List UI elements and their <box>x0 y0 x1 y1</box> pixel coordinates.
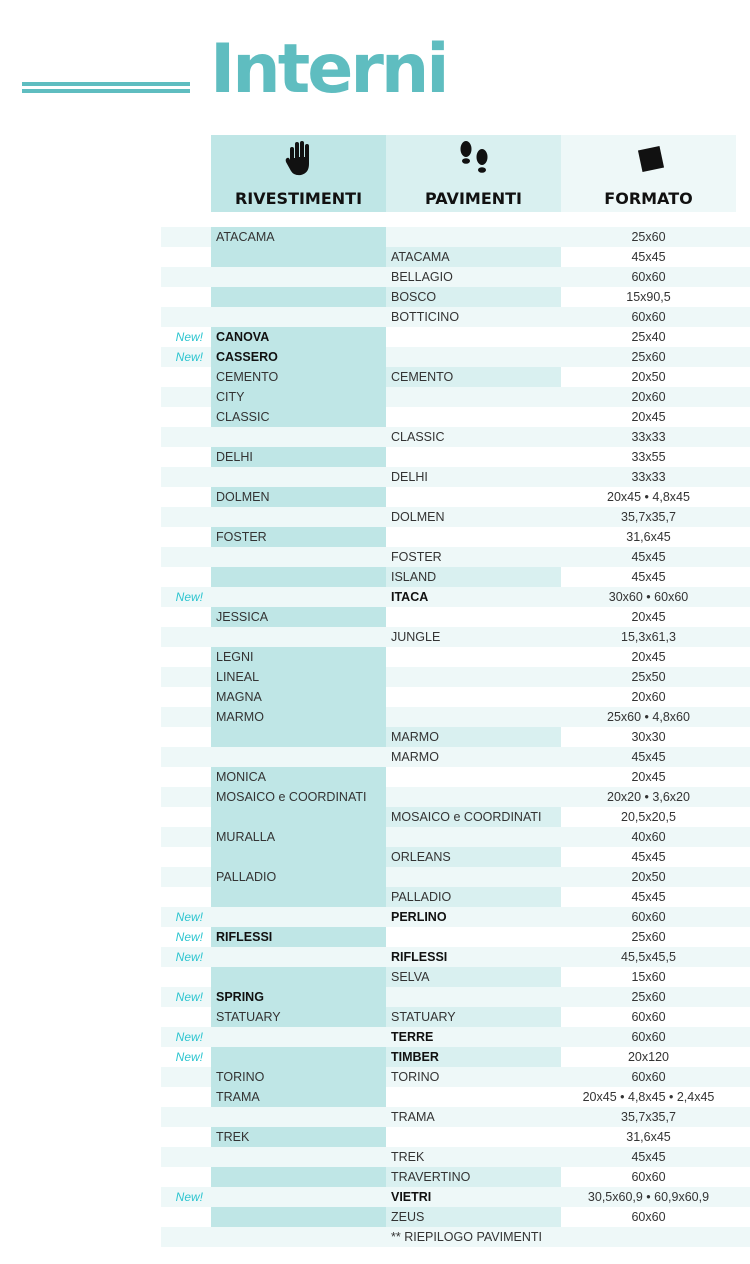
cell-pavimenti: VIETRI <box>391 1190 432 1204</box>
cell-rivestimenti <box>211 567 386 587</box>
table-row <box>161 887 750 907</box>
table-row <box>161 427 750 447</box>
new-badge <box>161 367 211 387</box>
cell-rivestimenti <box>211 1027 386 1047</box>
header-formato <box>561 135 736 212</box>
cell-formato: 45x45 <box>631 850 666 864</box>
new-badge <box>161 1007 211 1027</box>
cell-rivestimenti: TRAMA <box>211 1087 386 1107</box>
header-label-rivestimenti: RIVESTIMENTI <box>234 189 363 208</box>
table-row <box>161 867 750 887</box>
table-row <box>161 1087 750 1107</box>
cell-formato: 35,7x35,7 <box>561 507 750 527</box>
cell-pavimenti: STATUARY <box>386 1007 561 1027</box>
cell-formato: 45x45 <box>631 890 666 904</box>
new-badge <box>161 667 211 687</box>
new-badge <box>161 287 211 307</box>
cell-formato: 45x45 <box>561 747 750 767</box>
new-badge: New! <box>175 350 203 364</box>
table-row <box>161 827 750 847</box>
cell-rivestimenti <box>211 1187 386 1207</box>
table-row <box>161 667 750 687</box>
cell-rivestimenti: JESSICA <box>211 607 386 627</box>
table-header <box>211 135 736 212</box>
table-row <box>161 1107 750 1127</box>
cell-pavimenti: PALLADIO <box>386 887 561 907</box>
cell-formato: 40x60 <box>561 827 750 847</box>
cell-rivestimenti <box>211 847 386 867</box>
table-row <box>161 567 750 587</box>
cell-formato: 25x40 <box>631 330 666 344</box>
cell-pavimenti <box>386 927 561 947</box>
new-badge <box>161 387 211 407</box>
cell-rivestimenti <box>211 287 386 307</box>
cell-rivestimenti: CANOVA <box>211 327 386 347</box>
new-badge: New! <box>175 1050 203 1064</box>
table-row <box>161 527 750 547</box>
cell-rivestimenti: MURALLA <box>211 827 386 847</box>
new-badge <box>161 767 211 787</box>
cell-pavimenti: ITACA <box>391 590 429 604</box>
cell-formato: 60x60 <box>561 907 750 927</box>
cell-pavimenti: TIMBER <box>386 1047 561 1067</box>
new-badge <box>161 1207 211 1227</box>
cell-pavimenti <box>386 607 561 627</box>
cell-pavimenti: MOSAICO e COORDINATI <box>386 807 561 827</box>
cell-pavimenti: ISLAND <box>386 567 561 587</box>
table-row <box>161 647 750 667</box>
table-row <box>161 787 750 807</box>
cell-formato: 20x50 <box>561 867 750 887</box>
new-badge <box>161 627 211 647</box>
cell-pavimenti: ATACAMA <box>386 247 561 267</box>
header-label-formato: FORMATO <box>604 189 693 208</box>
cell-rivestimenti <box>211 907 386 927</box>
cell-pavimenti: BOTTICINO <box>391 310 460 324</box>
new-badge <box>161 747 211 767</box>
cell-pavimenti: SELVA <box>386 967 561 987</box>
cell-formato: 60x60 <box>561 1027 750 1047</box>
table-row <box>161 687 750 707</box>
table-row <box>161 627 750 647</box>
new-badge <box>161 567 211 587</box>
cell-pavimenti <box>386 867 561 887</box>
cell-formato: 60x60 <box>631 1210 666 1224</box>
table-row <box>161 807 750 827</box>
cell-rivestimenti: RIFLESSI <box>211 927 386 947</box>
cell-pavimenti: TERRE <box>391 1030 434 1044</box>
new-badge <box>161 827 211 847</box>
new-badge <box>161 847 211 867</box>
new-badge <box>161 607 211 627</box>
cell-formato: 33x33 <box>561 427 750 447</box>
header-rivestimenti <box>211 135 386 212</box>
new-badge <box>161 707 211 727</box>
cell-pavimenti <box>386 647 561 667</box>
cell-pavimenti <box>386 527 561 547</box>
table-row <box>161 1127 750 1147</box>
cell-formato: 60x60 <box>561 267 750 287</box>
cell-rivestimenti: CEMENTO <box>211 367 386 387</box>
cell-rivestimenti <box>211 427 386 447</box>
cell-pavimenti: RIFLESSI <box>391 950 448 964</box>
cell-rivestimenti: TREK <box>211 1127 386 1147</box>
table-row <box>161 547 750 567</box>
cell-formato: 20x45 <box>631 650 666 664</box>
new-badge <box>161 1067 211 1087</box>
page-title: Interni <box>210 30 447 109</box>
cell-rivestimenti: CASSERO <box>211 347 386 367</box>
cell-rivestimenti <box>211 247 386 267</box>
header-pavimenti <box>386 135 561 212</box>
table-row <box>161 1047 750 1067</box>
new-badge <box>161 1147 211 1167</box>
cell-formato: 25x60 • 4,8x60 <box>561 707 750 727</box>
table-row <box>161 507 750 527</box>
cell-pavimenti: ZEUS <box>386 1207 561 1227</box>
cell-rivestimenti: MAGNA <box>211 687 386 707</box>
cell-rivestimenti <box>211 807 386 827</box>
new-badge <box>161 787 211 807</box>
cell-rivestimenti: TORINO <box>211 1067 386 1087</box>
cell-rivestimenti <box>211 1107 386 1127</box>
cell-formato: 15,3x61,3 <box>561 627 750 647</box>
cell-pavimenti <box>386 987 561 1007</box>
cell-pavimenti <box>386 787 561 807</box>
cell-pavimenti: CLASSIC <box>391 430 445 444</box>
cell-formato: 25x60 <box>631 930 666 944</box>
table-row <box>161 1167 750 1187</box>
new-badge <box>161 1127 211 1147</box>
new-badge <box>161 507 211 527</box>
cell-formato: 45,5x45,5 <box>561 947 750 967</box>
table-row <box>161 467 750 487</box>
cell-formato: 20x20 • 3,6x20 <box>561 787 750 807</box>
table-row <box>161 407 750 427</box>
table-row <box>161 447 750 467</box>
cell-pavimenti <box>386 387 561 407</box>
cell-pavimenti: CEMENTO <box>386 367 561 387</box>
cell-formato: 20,5x20,5 <box>621 810 676 824</box>
cell-pavimenti: BELLAGIO <box>391 270 453 284</box>
cell-formato: 20x50 <box>631 370 666 384</box>
table-row <box>161 967 750 987</box>
cell-pavimenti <box>386 227 561 247</box>
cell-rivestimenti <box>211 507 386 527</box>
cell-formato: 31,6x45 <box>626 530 671 544</box>
cell-rivestimenti: SPRING <box>211 987 386 1007</box>
footprints-icon <box>457 139 491 179</box>
table-row <box>161 367 750 387</box>
cell-pavimenti: TRAVERTINO <box>386 1167 561 1187</box>
cell-rivestimenti <box>211 627 386 647</box>
cell-formato: 31,6x45 <box>626 1130 671 1144</box>
cell-formato: 20x60 <box>631 690 666 704</box>
new-badge <box>161 807 211 827</box>
cell-rivestimenti: MOSAICO e COORDINATI <box>211 787 386 807</box>
cell-pavimenti: DOLMEN <box>391 510 445 524</box>
cell-formato: 60x60 <box>631 1170 666 1184</box>
new-badge <box>161 527 211 547</box>
cell-rivestimenti <box>211 1047 386 1067</box>
cell-formato: 25x50 <box>561 667 750 687</box>
table-row <box>161 227 750 247</box>
product-table <box>161 227 750 1247</box>
cell-rivestimenti <box>211 307 386 327</box>
new-badge <box>161 1227 211 1247</box>
cell-rivestimenti: DOLMEN <box>211 487 386 507</box>
hand-icon <box>284 139 314 179</box>
table-row <box>161 587 750 607</box>
table-row <box>161 927 750 947</box>
table-row <box>161 1027 750 1047</box>
cell-rivestimenti: ATACAMA <box>211 227 386 247</box>
table-row <box>161 847 750 867</box>
cell-rivestimenti <box>211 947 386 967</box>
table-row <box>161 1187 750 1207</box>
new-badge <box>161 727 211 747</box>
cell-rivestimenti <box>211 267 386 287</box>
cell-rivestimenti <box>211 1147 386 1167</box>
cell-formato: 33x33 <box>561 467 750 487</box>
cell-pavimenti: TORINO <box>391 1070 440 1084</box>
cell-rivestimenti <box>211 467 386 487</box>
table-row <box>161 1147 750 1167</box>
cell-pavimenti: MARMO <box>391 750 439 764</box>
new-badge <box>161 487 211 507</box>
new-badge <box>161 467 211 487</box>
cell-rivestimenti: PALLADIO <box>211 867 386 887</box>
cell-pavimenti <box>386 827 561 847</box>
cell-formato: 15x90,5 <box>626 290 671 304</box>
table-row <box>161 487 750 507</box>
cell-formato: 30x60 • 60x60 <box>561 587 750 607</box>
cell-pavimenti: PERLINO <box>391 910 447 924</box>
cell-formato: 45x45 <box>561 1147 750 1167</box>
table-row <box>161 707 750 727</box>
table-row <box>161 947 750 967</box>
cell-rivestimenti: LINEAL <box>211 667 386 687</box>
cell-rivestimenti: LEGNI <box>211 647 386 667</box>
table-row <box>161 387 750 407</box>
new-badge <box>161 867 211 887</box>
new-badge <box>161 1167 211 1187</box>
new-badge <box>161 307 211 327</box>
cell-pavimenti <box>386 1127 561 1147</box>
new-badge: New! <box>175 950 203 964</box>
new-badge: New! <box>175 930 203 944</box>
cell-rivestimenti <box>211 887 386 907</box>
new-badge <box>161 687 211 707</box>
cell-formato: 60x60 <box>631 1010 666 1024</box>
new-badge <box>161 447 211 467</box>
cell-formato: 15x60 <box>631 970 666 984</box>
table-row <box>161 607 750 627</box>
new-badge <box>161 1107 211 1127</box>
table-row <box>161 747 750 767</box>
cell-pavimenti: TRAMA <box>391 1110 435 1124</box>
cell-pavimenti <box>386 347 561 367</box>
cell-formato: 20x45 • 4,8x45 • 2,4x45 <box>582 1090 715 1104</box>
cell-pavimenti: JUNGLE <box>391 630 441 644</box>
title-decorative-line <box>22 82 190 93</box>
table-row <box>161 347 750 367</box>
table-row <box>161 287 750 307</box>
new-badge: New! <box>175 590 203 604</box>
cell-rivestimenti <box>211 747 386 767</box>
table-row <box>161 907 750 927</box>
cell-rivestimenti <box>211 1167 386 1187</box>
cell-rivestimenti <box>211 1207 386 1227</box>
new-badge: New! <box>175 990 203 1004</box>
new-badge <box>161 407 211 427</box>
cell-formato: 45x45 <box>631 570 666 584</box>
new-badge <box>161 227 211 247</box>
cell-pavimenti <box>386 407 561 427</box>
cell-formato <box>561 1227 750 1247</box>
cell-rivestimenti: CITY <box>211 387 386 407</box>
new-badge <box>161 887 211 907</box>
cell-rivestimenti: STATUARY <box>211 1007 386 1027</box>
cell-formato: 45x45 <box>631 250 666 264</box>
cell-pavimenti <box>386 1087 561 1107</box>
new-badge <box>161 267 211 287</box>
table-row <box>161 307 750 327</box>
cell-formato: 20x120 <box>627 1050 669 1064</box>
table-row <box>161 247 750 267</box>
cell-pavimenti <box>386 487 561 507</box>
cell-pavimenti: BOSCO <box>386 287 561 307</box>
cell-rivestimenti <box>211 547 386 567</box>
cell-formato: 20x45 <box>631 610 666 624</box>
table-row <box>161 327 750 347</box>
cell-rivestimenti: MARMO <box>211 707 386 727</box>
cell-rivestimenti <box>211 1227 386 1247</box>
tile-square-icon <box>632 139 666 179</box>
cell-rivestimenti: FOSTER <box>211 527 386 547</box>
cell-pavimenti <box>386 687 561 707</box>
cell-pavimenti: ** RIEPILOGO PAVIMENTI <box>391 1230 542 1244</box>
cell-pavimenti: DELHI <box>391 470 428 484</box>
cell-pavimenti: FOSTER <box>391 550 442 564</box>
cell-formato: 60x60 <box>561 1067 750 1087</box>
cell-pavimenti <box>386 707 561 727</box>
cell-formato: 20x45 • 4,8x45 <box>607 490 690 504</box>
cell-formato: 20x45 <box>631 770 666 784</box>
table-row <box>161 1067 750 1087</box>
cell-rivestimenti <box>211 727 386 747</box>
new-badge: New! <box>175 1030 203 1044</box>
table-row <box>161 987 750 1007</box>
cell-rivestimenti: DELHI <box>211 447 386 467</box>
new-badge: New! <box>175 330 203 344</box>
table-row <box>161 727 750 747</box>
cell-pavimenti <box>386 667 561 687</box>
new-badge: New! <box>175 910 203 924</box>
table-row <box>161 767 750 787</box>
cell-pavimenti: MARMO <box>386 727 561 747</box>
new-badge <box>161 1087 211 1107</box>
table-row <box>161 1227 750 1247</box>
cell-rivestimenti: CLASSIC <box>211 407 386 427</box>
new-badge <box>161 247 211 267</box>
header-label-pavimenti: PAVIMENTI <box>425 189 522 208</box>
cell-formato: 45x45 <box>561 547 750 567</box>
cell-formato: 33x55 <box>631 450 666 464</box>
new-badge <box>161 647 211 667</box>
new-badge <box>161 427 211 447</box>
cell-formato: 30x30 <box>631 730 666 744</box>
table-row <box>161 1007 750 1027</box>
cell-pavimenti <box>386 327 561 347</box>
cell-formato: 30,5x60,9 • 60,9x60,9 <box>561 1187 750 1207</box>
cell-formato: 35,7x35,7 <box>561 1107 750 1127</box>
cell-rivestimenti <box>211 587 386 607</box>
cell-rivestimenti: MONICA <box>211 767 386 787</box>
table-row <box>161 267 750 287</box>
new-badge <box>161 547 211 567</box>
cell-formato: 60x60 <box>561 307 750 327</box>
cell-formato: 25x60 <box>561 227 750 247</box>
cell-formato: 25x60 <box>561 347 750 367</box>
cell-pavimenti <box>386 447 561 467</box>
cell-pavimenti: TREK <box>391 1150 425 1164</box>
cell-pavimenti: ORLEANS <box>386 847 561 867</box>
table-row <box>161 1207 750 1227</box>
cell-formato: 20x60 <box>561 387 750 407</box>
cell-formato: 25x60 <box>561 987 750 1007</box>
cell-rivestimenti <box>211 967 386 987</box>
new-badge <box>161 967 211 987</box>
cell-formato: 20x45 <box>631 410 666 424</box>
cell-pavimenti <box>386 767 561 787</box>
new-badge: New! <box>175 1190 203 1204</box>
